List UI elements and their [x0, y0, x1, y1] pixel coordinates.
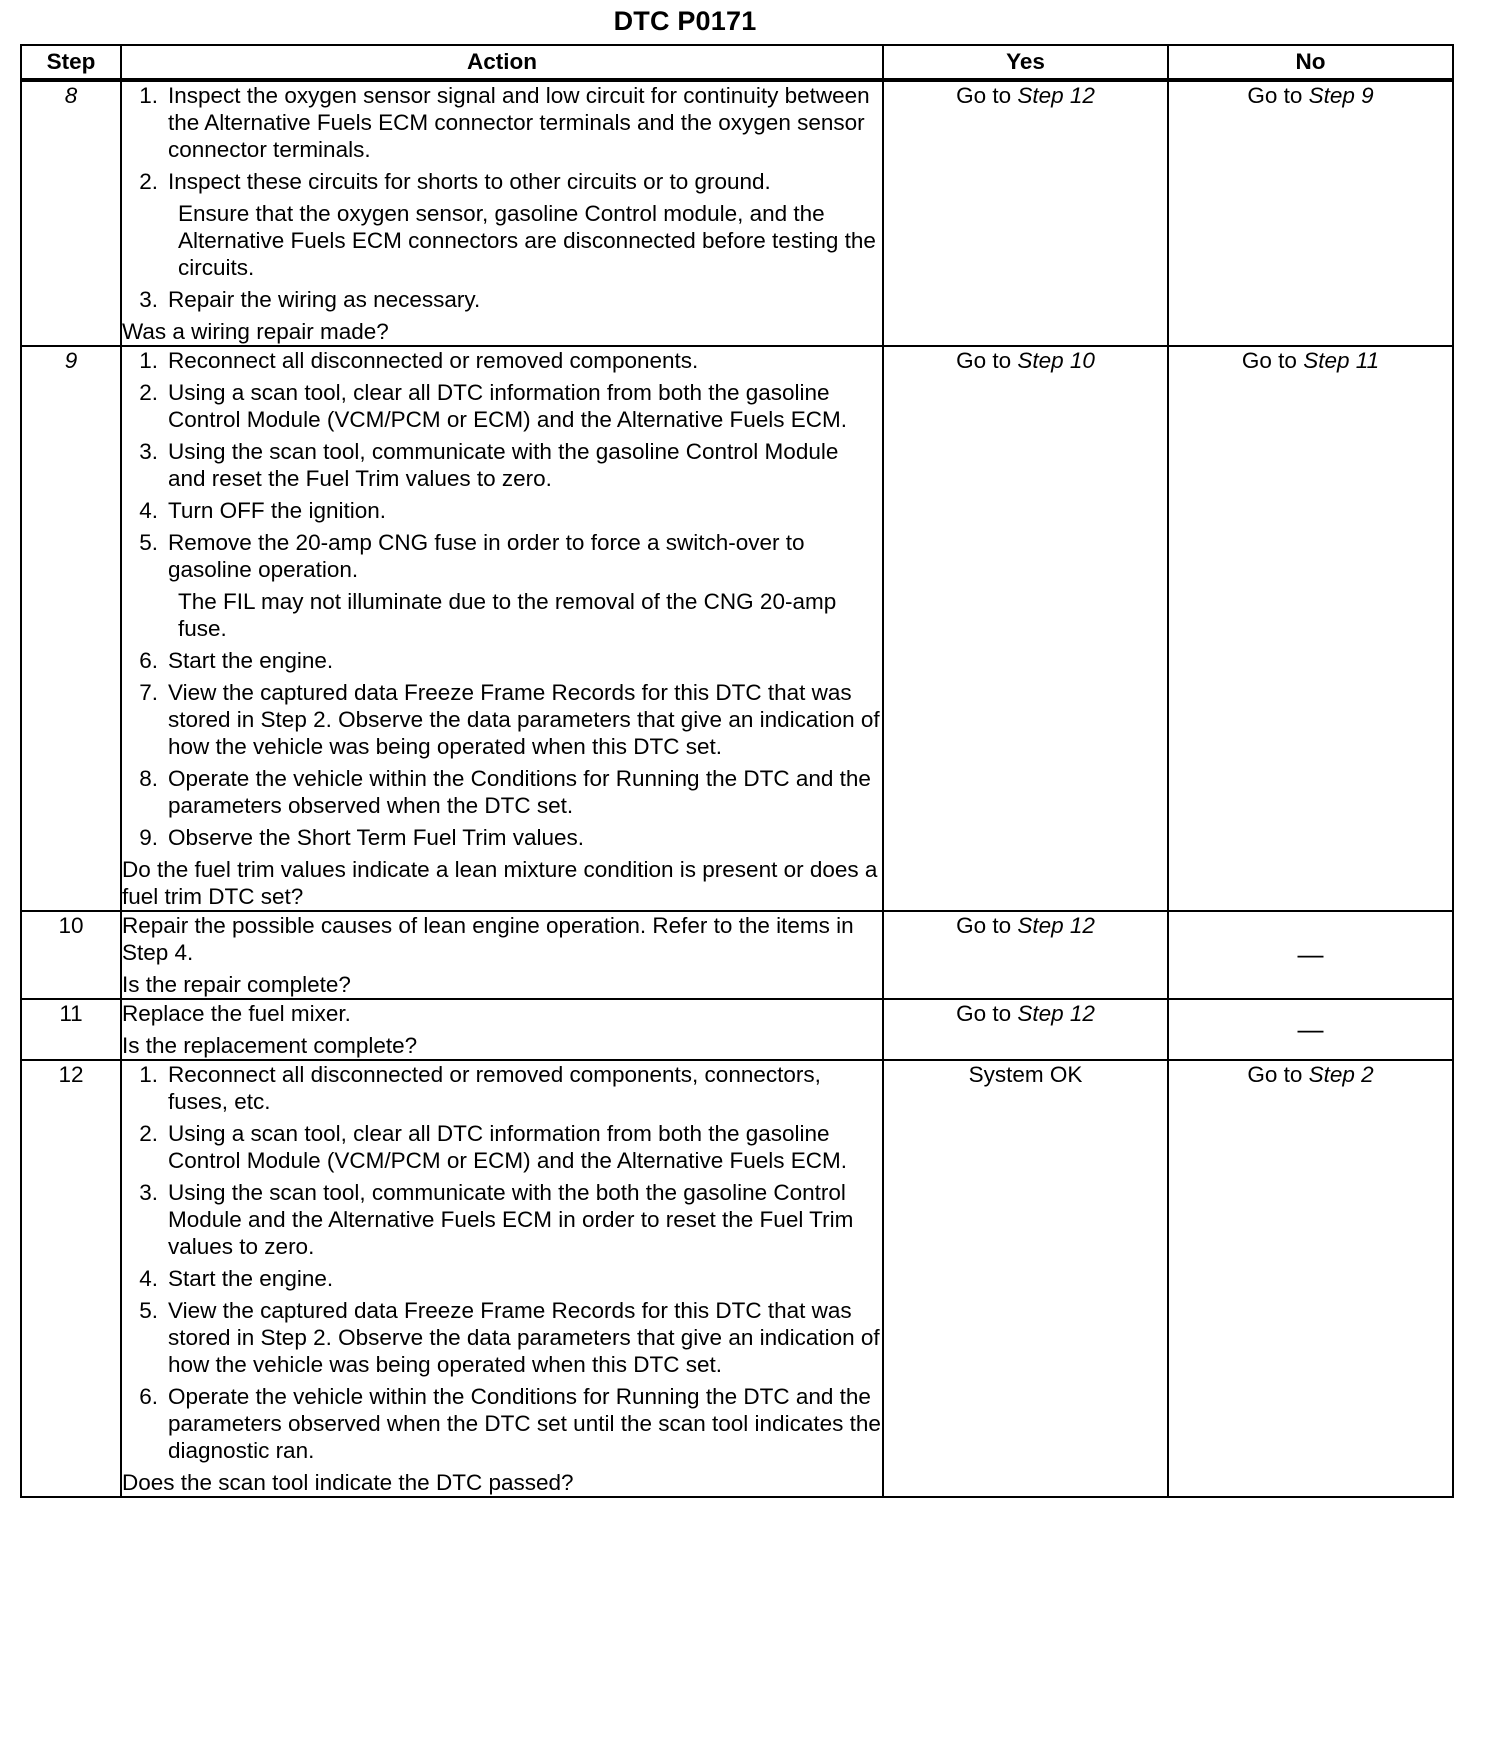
action-cell — [121, 80, 883, 346]
not-applicable-dash: — — [1297, 1013, 1324, 1044]
table-row-step-9 — [21, 346, 1453, 911]
list-item — [122, 1383, 882, 1464]
list-item-text: Operate the vehicle within the Conditions for Running the DTC and the parameters observed when the DTC set. — [168, 766, 871, 818]
list-item — [122, 379, 882, 433]
result-target-link[interactable]: Step 9 — [1308, 83, 1374, 108]
action-list — [122, 647, 882, 851]
list-item — [122, 824, 882, 851]
result-prefix: Go to — [956, 348, 1018, 373]
step-number: 11 — [21, 999, 121, 1060]
action-list — [122, 82, 882, 195]
action-paragraph: Repair the possible causes of lean engine operation. Refer to the items in Step 4. — [122, 913, 854, 965]
list-item-number: 6. — [139, 1384, 158, 1409]
result-prefix: Go to — [1247, 83, 1309, 108]
result-target-link[interactable]: Step 11 — [1303, 348, 1380, 373]
step-number: 12 — [21, 1060, 121, 1497]
list-item-text: Inspect the oxygen sensor signal and low circuit for continuity between the Alternative Fuels ECM connector terminals and the oxygen sensor connector terminals. — [168, 83, 870, 162]
result-target-link[interactable]: Step 10 — [1017, 348, 1095, 373]
step-question: Do the fuel trim values indicate a lean mixture condition is present or does a fuel trim DTC set? — [122, 857, 878, 909]
result-prefix: Go to — [1241, 348, 1304, 373]
result-text: System OK — [968, 1062, 1083, 1087]
list-item — [122, 438, 882, 492]
action-paragraph: Replace the fuel mixer. — [122, 1001, 351, 1026]
list-item-number: 7. — [139, 680, 158, 705]
list-item-text: Using a scan tool, clear all DTC information from both the gasoline Control Module (VCM/PCM or ECM) and the Alternative Fuels ECM. — [168, 1121, 847, 1173]
list-item-text: Start the engine. — [168, 648, 334, 673]
list-item-number: 2. — [139, 380, 158, 405]
list-item — [122, 765, 882, 819]
action-cell — [121, 999, 883, 1060]
table-row-step-10 — [21, 911, 1453, 999]
list-item-number: 2. — [139, 1121, 158, 1146]
header-no: No — [1168, 45, 1453, 80]
list-item — [122, 679, 882, 760]
no-result — [1168, 80, 1453, 346]
yes-result — [883, 911, 1168, 999]
result-prefix: Go to — [956, 83, 1018, 108]
action-list — [122, 1061, 882, 1464]
list-item-text: Turn OFF the ignition. — [168, 498, 387, 523]
list-item-number: 4. — [139, 498, 158, 523]
no-result — [1168, 911, 1453, 999]
list-item-note: Ensure that the oxygen sensor, gasoline Control module, and the Alternative Fuels ECM connectors are disconnected before testing the circuits. — [178, 201, 876, 280]
result-prefix: Go to — [956, 913, 1018, 938]
list-item — [122, 1297, 882, 1378]
no-result — [1168, 346, 1453, 911]
list-item-number: 2. — [139, 169, 158, 194]
action-cell — [121, 346, 883, 911]
list-item-number: 1. — [139, 83, 158, 108]
list-item-text: Using the scan tool, communicate with the both the gasoline Control Module and the Alternative Fuels ECM in order to reset the Fuel Trim values to zero. — [168, 1180, 854, 1259]
yes-result — [883, 80, 1168, 346]
result-target-link[interactable]: Step 12 — [1017, 913, 1095, 938]
table-row-step-11 — [21, 999, 1453, 1060]
list-item — [122, 497, 882, 524]
list-item-text: Start the engine. — [168, 1266, 334, 1291]
list-item-number: 9. — [139, 825, 158, 850]
header-step: Step — [21, 45, 121, 80]
list-item — [122, 1061, 882, 1115]
list-item-number: 8. — [139, 766, 158, 791]
list-item-text: View the captured data Freeze Frame Records for this DTC that was stored in Step 2. Observe the data parameters that give an indication of how the vehicle was being operated when this DTC set. — [168, 680, 880, 759]
step-question: Is the replacement complete? — [122, 1033, 418, 1058]
list-item-text: Reconnect all disconnected or removed components, connectors, fuses, etc. — [168, 1062, 821, 1114]
action-list — [122, 286, 882, 313]
list-item — [122, 168, 882, 195]
no-result — [1168, 1060, 1453, 1497]
result-target-link[interactable]: Step 12 — [1017, 83, 1095, 108]
list-item-note: The FIL may not illuminate due to the removal of the CNG 20-amp fuse. — [178, 589, 837, 641]
list-item-text: View the captured data Freeze Frame Records for this DTC that was stored in Step 2. Observe the data parameters that give an indication of how the vehicle was being operated when this DTC set. — [168, 1298, 880, 1377]
list-item-text: Repair the wiring as necessary. — [168, 287, 481, 312]
list-item-text: Operate the vehicle within the Conditions for Running the DTC and the parameters observed when the DTC set until the scan tool indicates the diagnostic ran. — [168, 1384, 881, 1463]
list-item-number: 3. — [139, 1180, 158, 1205]
result-target-link[interactable]: Step 12 — [1017, 1001, 1095, 1026]
list-item-text: Using a scan tool, clear all DTC information from both the gasoline Control Module (VCM/PCM or ECM) and the Alternative Fuels ECM. — [168, 380, 847, 432]
list-item-number: 1. — [139, 1062, 158, 1087]
list-item-number: 5. — [139, 1298, 158, 1323]
result-prefix: Go to — [956, 1001, 1018, 1026]
list-item-number: 3. — [139, 287, 158, 312]
list-item-number: 6. — [139, 648, 158, 673]
list-item — [122, 347, 882, 374]
header-action: Action — [121, 45, 883, 80]
action-cell — [121, 911, 883, 999]
step-question: Was a wiring repair made? — [122, 319, 389, 344]
table-row-step-8 — [21, 80, 1453, 346]
list-item-number: 1. — [139, 348, 158, 373]
list-item-number: 4. — [139, 1266, 158, 1291]
list-item-text: Observe the Short Term Fuel Trim values. — [168, 825, 584, 850]
action-cell — [121, 1060, 883, 1497]
header-yes: Yes — [883, 45, 1168, 80]
table-header-row — [21, 45, 1453, 80]
list-item — [122, 1179, 882, 1260]
page-title: DTC P0171 — [613, 6, 757, 36]
list-item — [122, 647, 882, 674]
list-item-number: 3. — [139, 439, 158, 464]
table-row-step-12 — [21, 1060, 1453, 1497]
list-item-text: Remove the 20-amp CNG fuse in order to force a switch-over to gasoline operation. — [168, 530, 805, 582]
not-applicable-dash: — — [1297, 939, 1324, 969]
list-item-number: 5. — [139, 530, 158, 555]
step-question: Is the repair complete? — [122, 972, 351, 997]
step-number: 10 — [21, 911, 121, 999]
no-result — [1168, 999, 1453, 1060]
list-item — [122, 286, 882, 313]
list-item — [122, 1120, 882, 1174]
list-item — [122, 529, 882, 583]
result-target-link[interactable]: Step 2 — [1308, 1062, 1374, 1087]
list-item-text: Inspect these circuits for shorts to other circuits or to ground. — [168, 169, 771, 194]
step-number: 9 — [21, 346, 121, 911]
list-item-text: Using the scan tool, communicate with the gasoline Control Module and reset the Fuel Trim values to zero. — [168, 439, 839, 491]
step-question: Does the scan tool indicate the DTC passed? — [122, 1470, 574, 1495]
dtc-procedure-table — [20, 44, 1454, 1498]
step-number: 8 — [21, 80, 121, 346]
yes-result — [883, 346, 1168, 911]
result-prefix: Go to — [1247, 1062, 1309, 1087]
list-item — [122, 1265, 882, 1292]
list-item — [122, 82, 882, 163]
action-list — [122, 347, 882, 583]
yes-result — [883, 999, 1168, 1060]
list-item-text: Reconnect all disconnected or removed components. — [168, 348, 699, 373]
yes-result — [883, 1060, 1168, 1497]
